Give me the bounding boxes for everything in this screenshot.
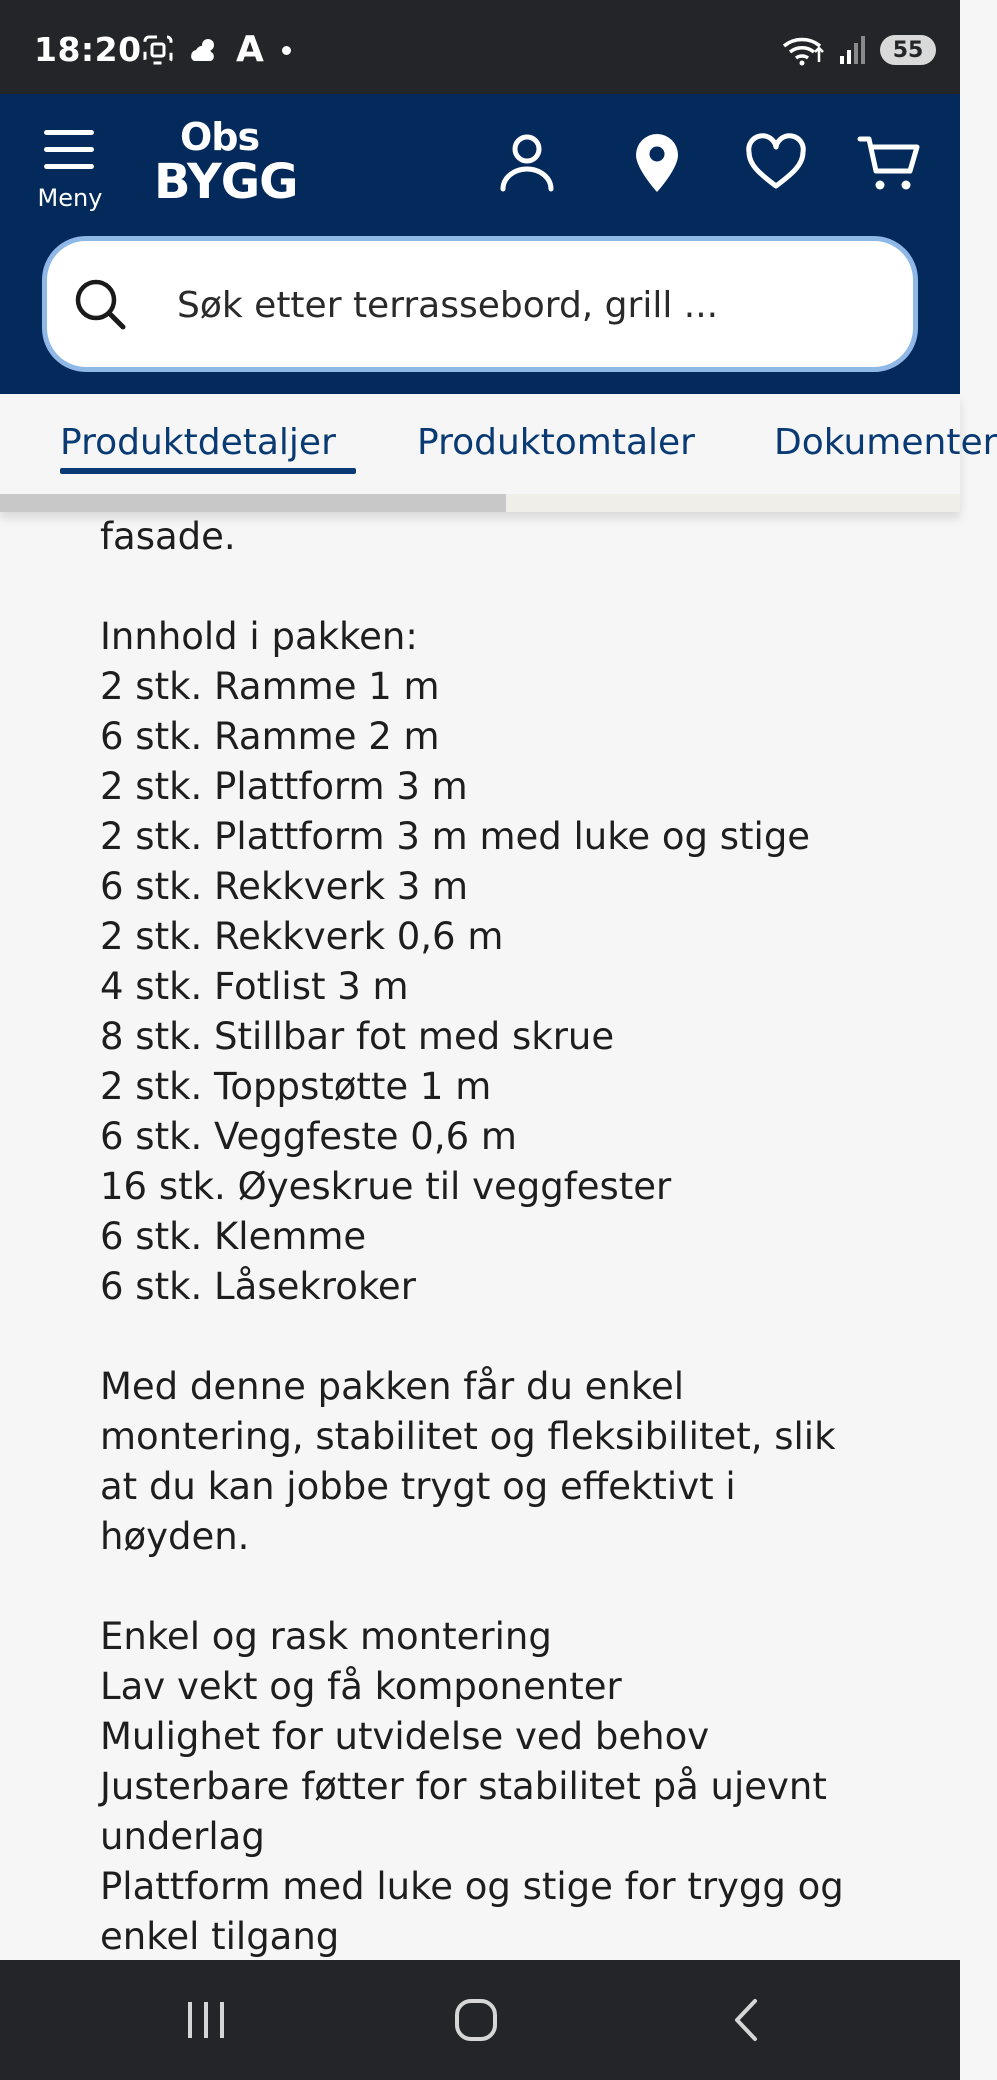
home-icon: [453, 1997, 499, 2043]
status-letter-icon: A: [236, 29, 264, 70]
list-item: Plattform med luke og stige for trygg og: [100, 1865, 844, 1908]
tab-product-details[interactable]: Produktdetaljer: [60, 422, 336, 463]
weather-icon: [188, 35, 222, 65]
recent-apps-icon: [184, 2000, 228, 2040]
system-nav-bar: [0, 1960, 960, 2080]
hamburger-icon: [42, 128, 98, 172]
list-item: 6 stk. Rekkverk 3 m: [100, 865, 469, 908]
home-button[interactable]: [436, 1988, 516, 2052]
list-item: 4 stk. Fotlist 3 m: [100, 965, 409, 1008]
status-dot-icon: [282, 46, 291, 55]
store-locator-button[interactable]: [624, 130, 690, 196]
list-item: 2 stk. Plattform 3 m: [100, 765, 468, 808]
summary-paragraph: [100, 1362, 880, 1562]
cart-icon: [858, 133, 920, 193]
favorites-button[interactable]: [743, 130, 809, 196]
cart-button[interactable]: [856, 130, 922, 196]
list-item: Lav vekt og få komponenter: [100, 1665, 622, 1708]
active-tab-indicator: [60, 468, 356, 474]
back-icon: [729, 1997, 763, 2043]
logo-text-bottom: BYGG: [154, 154, 298, 210]
list-item: Enkel og rask montering: [100, 1615, 552, 1658]
package-contents-heading: Innhold i pakken:: [100, 615, 418, 658]
list-item: Mulighet for utvidelse ved behov: [100, 1715, 710, 1758]
text-line: montering, stabilitet og fleksibilitet, slik: [100, 1415, 836, 1458]
package-contents: [100, 612, 880, 1312]
list-item: 6 stk. Låsekroker: [100, 1265, 416, 1308]
wifi-icon: [782, 34, 826, 66]
menu-label: Meny: [37, 184, 103, 212]
tabs-scrollbar[interactable]: [0, 494, 960, 512]
search-icon: [73, 277, 129, 333]
signal-icon: [838, 34, 868, 66]
feature-list: [100, 1612, 880, 1962]
list-item: 2 stk. Toppstøtte 1 m: [100, 1065, 492, 1108]
description-fragment: [100, 512, 880, 562]
text-line: Med denne pakken får du enkel: [100, 1365, 685, 1408]
recent-apps-button[interactable]: [166, 1988, 246, 2052]
back-button[interactable]: [706, 1988, 786, 2052]
user-icon: [499, 133, 555, 193]
site-header: [0, 94, 960, 394]
list-item: enkel tilgang: [100, 1915, 340, 1958]
obs-bygg-logo[interactable]: [154, 115, 298, 210]
list-item: 16 stk. Øyeskrue til veggfester: [100, 1165, 672, 1208]
search-input[interactable]: [42, 236, 918, 372]
text-line: fasade.: [100, 515, 236, 558]
list-item: 2 stk. Rekkverk 0,6 m: [100, 915, 504, 958]
product-description: [100, 512, 880, 1960]
status-time: 18:20: [34, 30, 142, 69]
list-item: 6 stk. Veggfeste 0,6 m: [100, 1115, 517, 1158]
screenshot-icon: [142, 34, 174, 66]
product-tabs: [0, 394, 997, 512]
search-placeholder: Søk etter terrassebord, grill ...: [177, 285, 719, 326]
status-bar: [0, 0, 960, 94]
menu-button[interactable]: [30, 128, 110, 212]
battery-indicator: 55: [880, 35, 936, 65]
status-notification-icons: [142, 29, 291, 70]
list-item: Justerbare føtter for stabilitet på ujevnt: [100, 1765, 827, 1808]
tab-documents[interactable]: Dokumenter: [774, 422, 997, 463]
list-item: 2 stk. Plattform 3 m med luke og stige: [100, 815, 811, 858]
location-pin-icon: [633, 132, 681, 194]
tabs-scrollbar-thumb[interactable]: [0, 494, 506, 512]
list-item: 6 stk. Ramme 2 m: [100, 715, 440, 758]
list-item: underlag: [100, 1815, 265, 1858]
list-item: 6 stk. Klemme: [100, 1215, 367, 1258]
logo-text-top: Obs: [180, 115, 260, 159]
tab-product-reviews[interactable]: Produktomtaler: [417, 422, 695, 463]
list-item: 2 stk. Ramme 1 m: [100, 665, 440, 708]
account-button[interactable]: [494, 130, 560, 196]
status-system-icons: [782, 34, 936, 66]
text-line: høyden.: [100, 1515, 250, 1558]
list-item: 8 stk. Stillbar fot med skrue: [100, 1015, 615, 1058]
heart-icon: [746, 136, 806, 190]
text-line: at du kan jobbe trygt og effektivt i: [100, 1465, 736, 1508]
